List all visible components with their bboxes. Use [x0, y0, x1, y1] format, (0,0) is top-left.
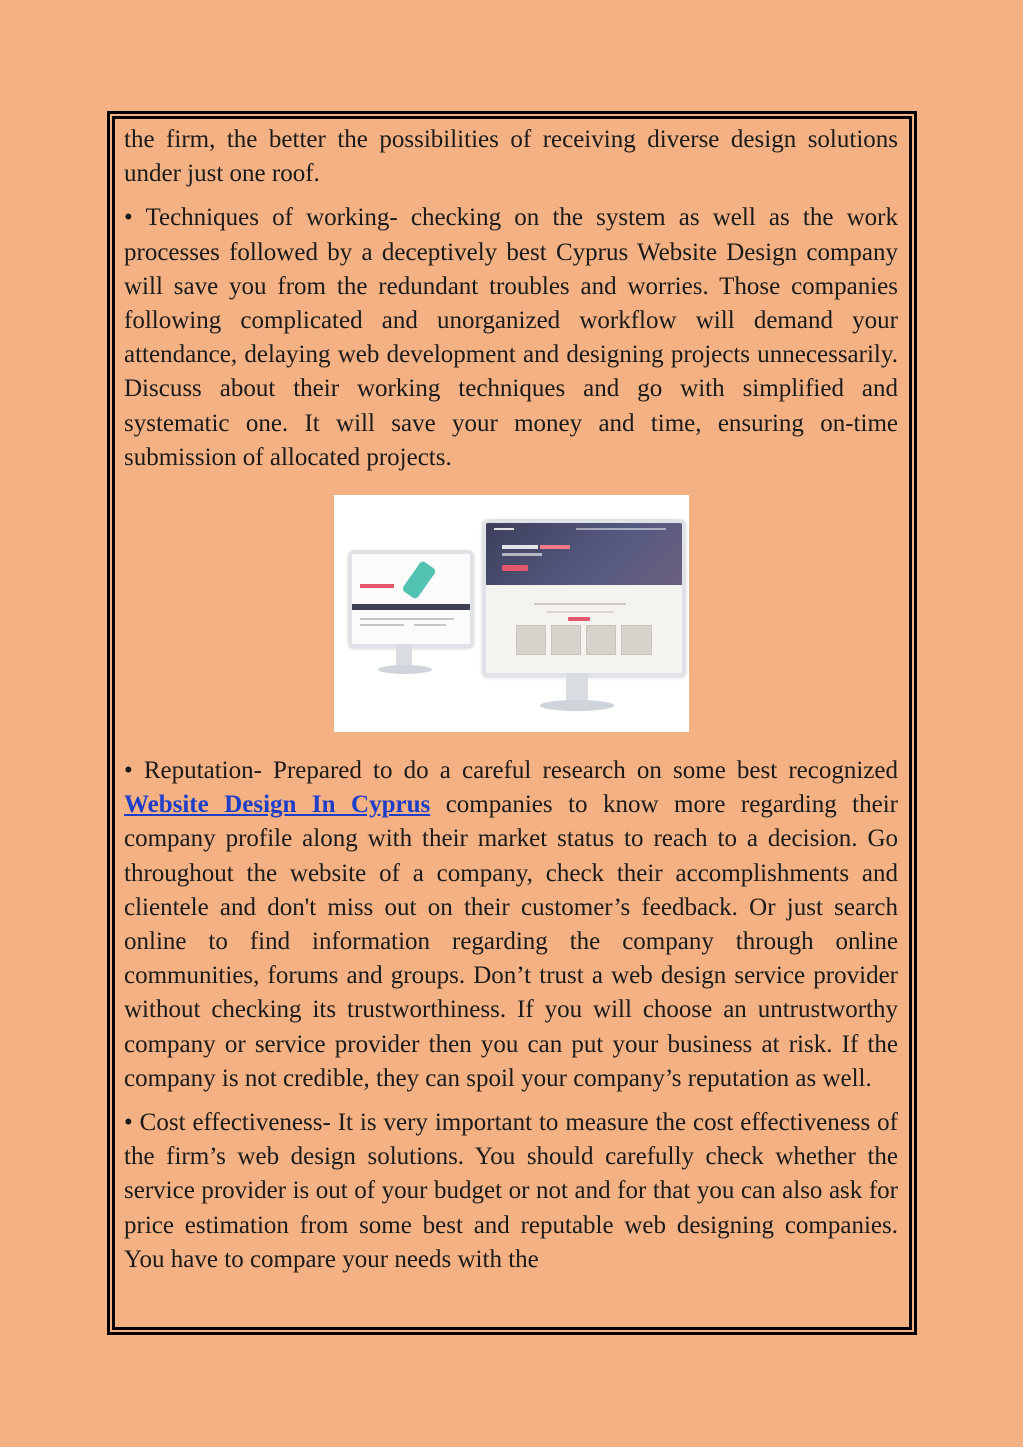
small-monitor-screen: [348, 550, 474, 648]
text-line: [360, 624, 404, 626]
paragraph-techniques: • Techniques of working- checking on the system as well as the work processes followed by a deceptively best Cyprus Website Design company will save you from the redundant troubles and worries. Those companies following complicated and unorganized workflow will demand your attendance, delaying web development and designing projects unnecessarily. Discuss about their working techniques and go with simplified and systematic one. It will save your money and time, ensuring on-time submission of allocated projects.: [124, 204, 898, 471]
thumbnail: [551, 625, 581, 655]
small-monitor-base: [378, 665, 432, 674]
paragraph-reputation: [124, 754, 898, 1096]
section-button: [568, 617, 590, 621]
phone-illustration: [401, 560, 436, 600]
large-monitor-screen: [482, 519, 686, 677]
nav-links: [576, 528, 666, 530]
pink-strip: [360, 584, 394, 588]
section-text-line: [546, 611, 614, 613]
thumbnail: [621, 625, 651, 655]
text-line: [414, 624, 446, 626]
thumbnail-grid: [516, 625, 652, 655]
text-line: [360, 618, 420, 620]
hero-title-accent: [540, 545, 570, 549]
reputation-text-end: companies to know more regarding their company profile along with their market status to reach to a decision. Go throughout the website of a company, check their accomplishments and clientele and don't miss out on their customer’s feedback. Or just search online to find information regarding the company through online communities, forums and groups. Don’t trust a web design service provider without checking its trustworthiness. If you will choose an untrustworthy company or service provider then you can put your business at risk. If the company is not credible, they can spoil your company’s reputation as well.: [124, 791, 898, 1092]
section-heading-line: [534, 603, 626, 605]
hero-subtitle-line: [502, 553, 542, 556]
website-design-cyprus-link[interactable]: Website Design In Cyprus: [124, 791, 431, 819]
thumbnail: [586, 625, 616, 655]
large-monitor-base: [540, 700, 614, 711]
hero-banner: [486, 523, 682, 585]
small-nav-bar: [352, 604, 470, 610]
logo-mark: [494, 528, 514, 530]
hero-cta-button: [502, 565, 528, 571]
hero-title-line: [502, 545, 538, 549]
text-line: [414, 618, 454, 620]
reputation-text-start: • Reputation- Prepared to do a careful research on some best recognized: [124, 757, 898, 785]
large-monitor-neck: [566, 673, 588, 703]
thumbnail: [516, 625, 546, 655]
paragraph-cost-effectiveness: • Cost effectiveness- It is very important to measure the cost effectiveness of the firm’s web design solutions. You should carefully check whether the service provider is out of your budget or not and for that you can also ask for price estimation from some best and reputable web designing companies. You have to compare your needs with the: [124, 1109, 898, 1273]
paragraph-intro: the firm, the better the possibilities of receiving diverse design solutions under just one roof.: [124, 126, 898, 188]
document-body: [124, 123, 898, 1287]
website-design-image: [334, 495, 689, 732]
